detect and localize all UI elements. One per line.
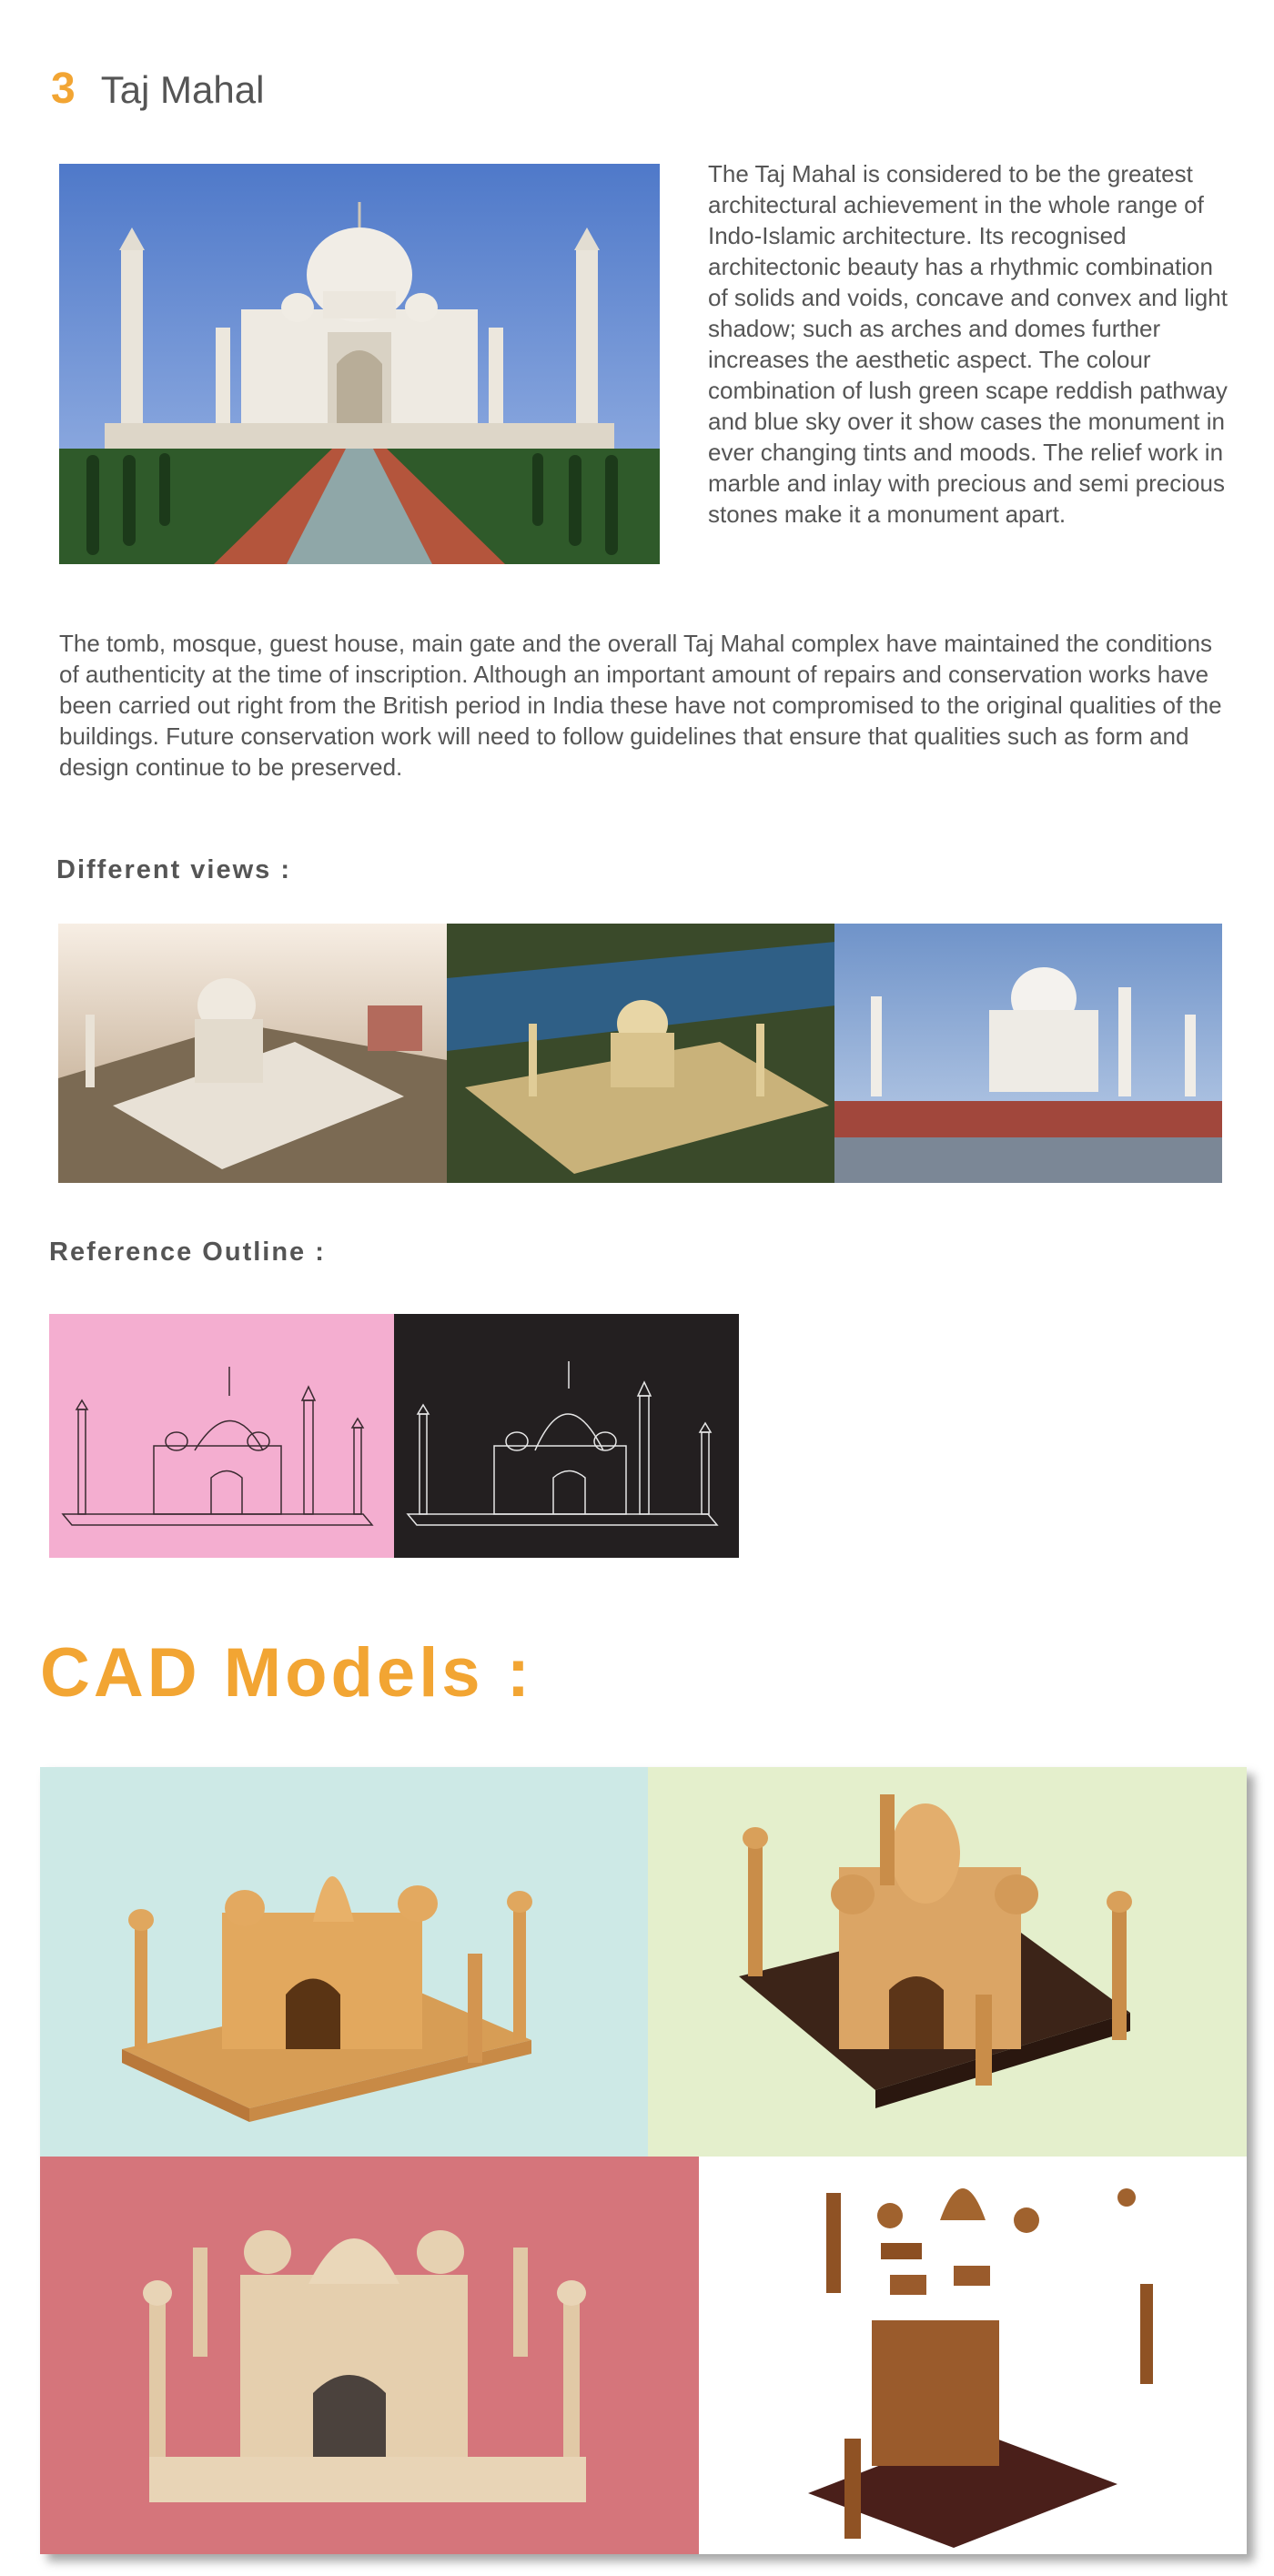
view-photo-riverbank (834, 924, 1223, 1183)
cad-model-grid (40, 1767, 1247, 2554)
outline-drawing-dark (394, 1314, 739, 1558)
cad-render-rose (40, 2157, 699, 2554)
page-title: Taj Mahal (100, 68, 265, 111)
outline-drawing-pink (49, 1314, 394, 1558)
outline-panels (49, 1314, 739, 1558)
taj-mahal-hero-photo (59, 164, 660, 564)
section-header (51, 64, 264, 118)
views-heading: Different views : (56, 855, 291, 884)
cad-render-exploded (699, 2157, 1247, 2554)
cad-render-mint (40, 1767, 648, 2157)
view-photo-aerial-river (447, 924, 835, 1183)
outline-heading: Reference Outline : (49, 1237, 326, 1267)
intro-paragraph: The Taj Mahal is considered to be the greatest architectural achievement in the whole range of Indo-Islamic architecture. Its recognised architectonic beauty has a rhythmic combination of solids and voids, concave and convex and light shadow; such as arches and domes further increases the aesthetic aspect. The colour combination of lush green scape reddish pathway and blue sky over it show cases the monument in ever changing tints and moods. The relief work in marble and inlay with precious and semi precious stones make it a monument apart. (708, 160, 1228, 528)
cad-render-lime (648, 1767, 1247, 2157)
views-gallery (58, 924, 1223, 1183)
conservation-paragraph: The tomb, mosque, guest house, main gate and the overall Taj Mahal complex have maintained the conditions of authenticity at the time of inscription. Although an important amount of repairs and conservation works have been carried out right from the British period in India these have not compromised to the original qualities of the buildings. Future conservation work will need to follow guidelines that ensure that qualities such as form and design continue to be preserved. (59, 630, 1222, 781)
cad-heading: CAD Models : (40, 1634, 533, 1712)
view-photo-aerial-sunrise (58, 924, 447, 1183)
section-number: 3 (51, 65, 76, 113)
